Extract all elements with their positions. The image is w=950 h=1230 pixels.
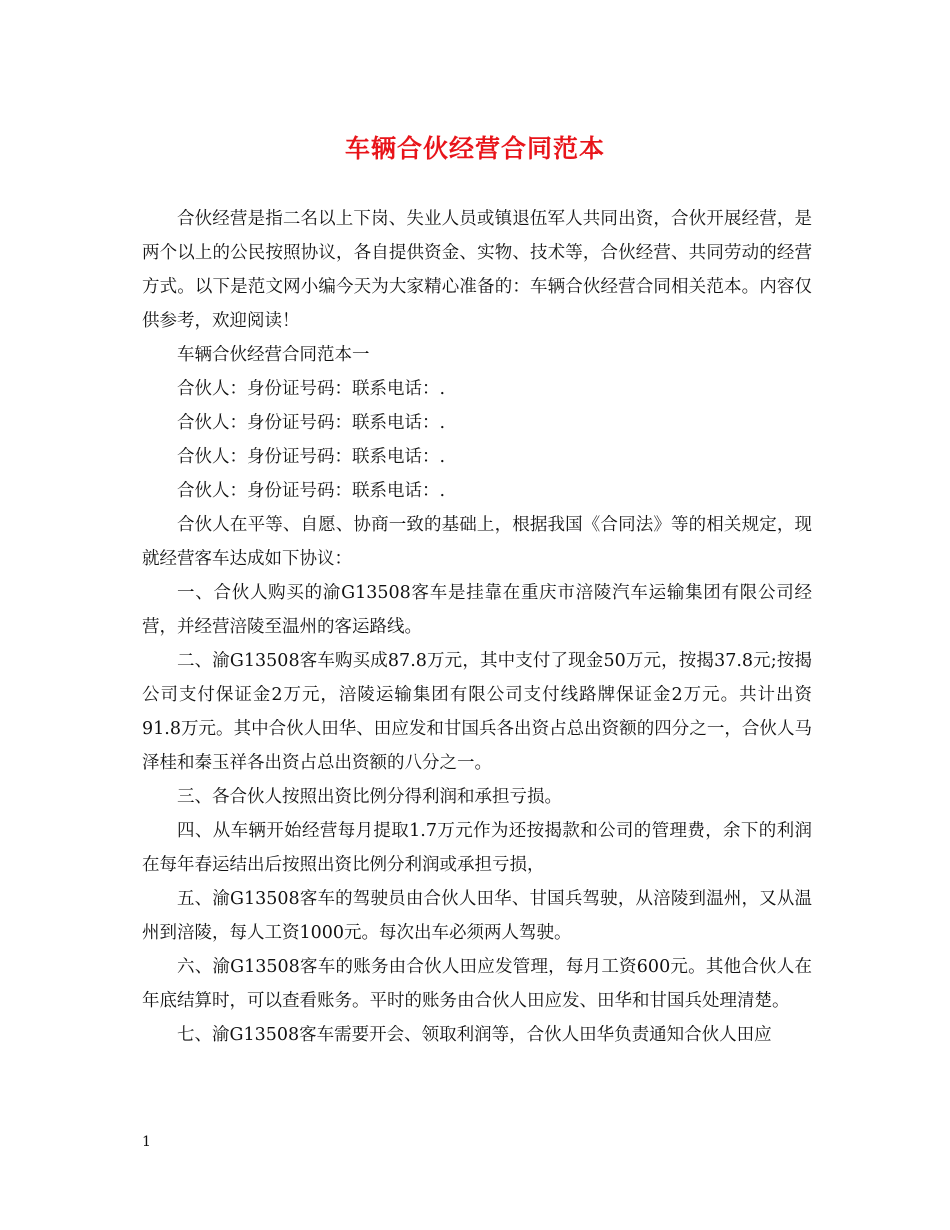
clause-paragraph: 四、从车辆开始经营每月提取1.7万元作为还按揭款和公司的管理费，余下的利润在每年春运结出后按照出资比例分利润或承担亏损， (142, 821, 812, 875)
clause-paragraph: 七、渝G13508客车需要开会、领取利润等，合伙人田华负责通知合伙人田应 (177, 1025, 772, 1045)
clause-paragraph: 二、渝G13508客车购买成87.8万元，其中支付了现金50万元，按揭37.8元;按揭公司支付保证金2万元，涪陵运输集团有限公司支付线路牌保证金2万元。共计出资91.8万元。其中合伙人田华、田应发和甘国兵各出资占总出资额的四分之一，合伙人马泽桂和秦玉祥各出资占总出资额的八分之一。 (142, 651, 812, 773)
clause-paragraph: 三、各合伙人按照出资比例分得利润和承担亏损。 (177, 787, 562, 807)
intro-paragraph: 合伙经营是指二名以上下岗、失业人员或镇退伍军人共同出资，合伙开展经营，是两个以上的公民按照协议，各自提供资金、实物、技术等，合伙经营、共同劳动的经营方式。以下是范文网小编今天为大家精心准备的：车辆合伙经营合同相关范本。内容仅供参考，欢迎阅读！ (142, 209, 812, 331)
clause-paragraph: 五、渝G13508客车的驾驶员由合伙人田华、甘国兵驾驶，从涪陵到温州，又从温州到涪陵，每人工资1000元。每次出车必须两人驾驶。 (142, 889, 812, 943)
document-body (142, 202, 812, 1052)
page-number: 1 (142, 1134, 151, 1150)
preamble-paragraph: 合伙人在平等、自愿、协商一致的基础上，根据我国《合同法》等的相关规定，现就经营客车达成如下协议： (142, 515, 812, 569)
clause-paragraph: 一、合伙人购买的渝G13508客车是挂靠在重庆市涪陵汽车运输集团有限公司经营，并经营涪陵至温州的客运路线。 (142, 583, 812, 637)
section-heading: 车辆合伙经营合同范本一 (177, 345, 370, 365)
document-title: 车辆合伙经营合同范本 (344, 134, 605, 163)
partner-line: 合伙人：身份证号码：联系电话：. (177, 447, 446, 467)
partner-line: 合伙人：身份证号码：联系电话：. (177, 379, 446, 399)
partner-line: 合伙人：身份证号码：联系电话：. (177, 481, 446, 501)
partner-line: 合伙人：身份证号码：联系电话：. (177, 413, 446, 433)
clause-paragraph: 六、渝G13508客车的账务由合伙人田应发管理，每月工资600元。其他合伙人在年底结算时，可以查看账务。平时的账务由合伙人田应发、田华和甘国兵处理清楚。 (142, 957, 812, 1011)
